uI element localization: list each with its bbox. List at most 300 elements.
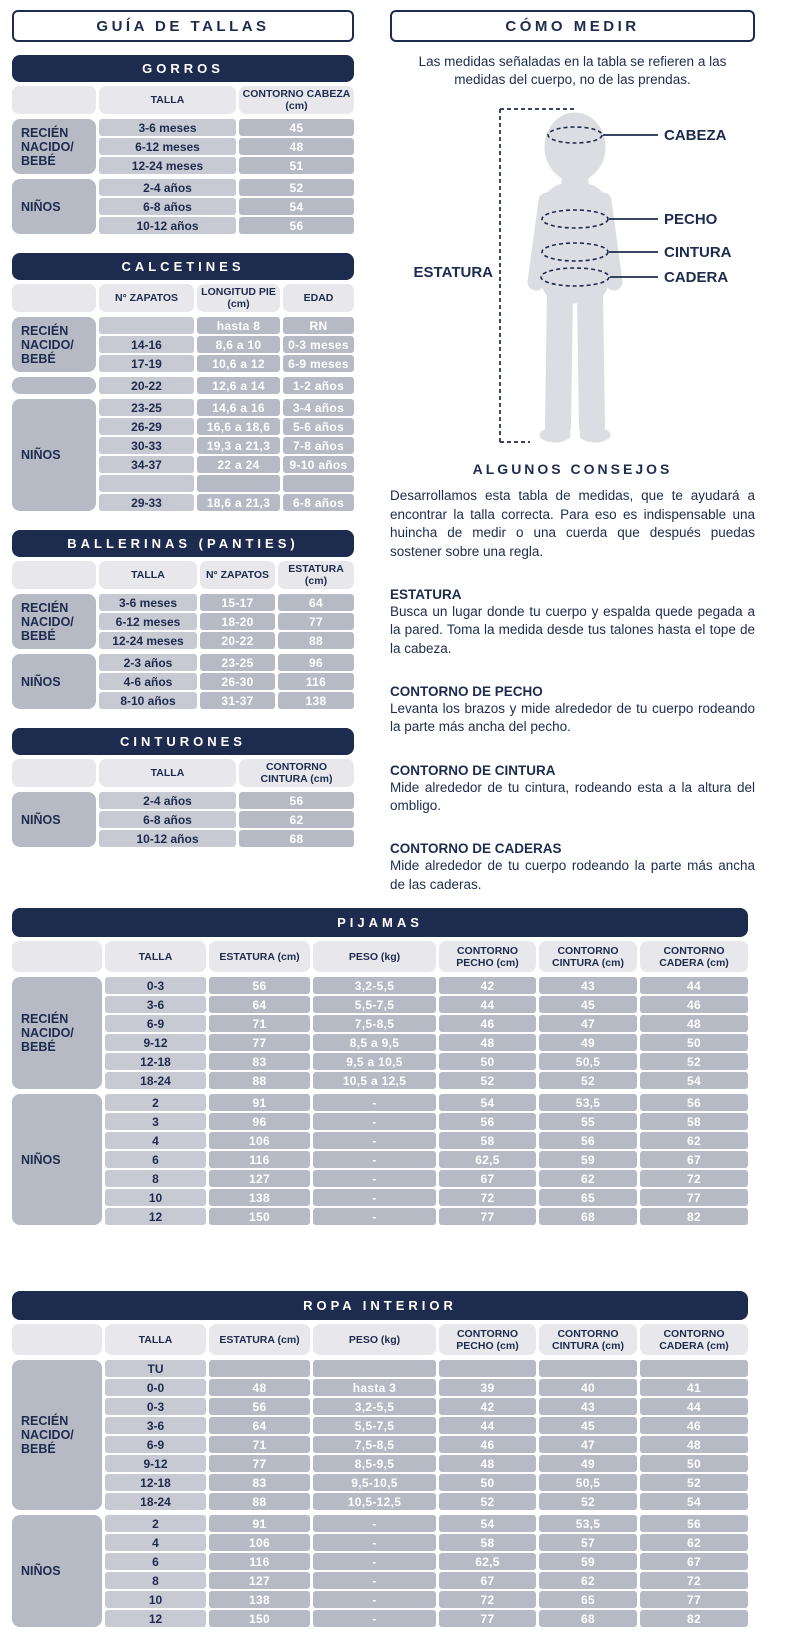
estatura-label: ESTATURA: [413, 264, 493, 282]
header-empty-cell: [12, 759, 96, 787]
table-cell: 34-37: [99, 456, 194, 473]
table-calcetines: [12, 253, 354, 511]
table-cell: 18-24: [105, 1072, 206, 1089]
table-cell: 8,5 a 9,5: [313, 1034, 436, 1051]
group-label: NIÑOS: [12, 1515, 102, 1627]
table-cell: 82: [640, 1208, 748, 1225]
table-cell: 6-8 años: [283, 494, 354, 511]
table-cell: 82: [640, 1610, 748, 1627]
table-cell: 68: [239, 830, 354, 847]
table-cell: [209, 1360, 310, 1377]
table-cell: 57: [539, 1534, 637, 1551]
table-cell: 9-12: [105, 1455, 206, 1472]
table-cell: 52: [640, 1053, 748, 1070]
tips-title: ALGUNOS CONSEJOS: [472, 461, 673, 478]
table-cell: 4: [105, 1534, 206, 1551]
table-cell: 10,5-12,5: [313, 1493, 436, 1510]
table-cell: 77: [439, 1208, 536, 1225]
table-cell: 40: [539, 1379, 637, 1396]
table-cell: 48: [640, 1436, 748, 1453]
pijamas-title-bar: PIJAMAS: [12, 908, 748, 937]
group-label: NIÑOS: [12, 179, 96, 234]
column-header: TALLA: [99, 759, 236, 787]
table-cell: 77: [278, 613, 354, 630]
group-label: [12, 377, 96, 394]
table-cell: 3,2-5,5: [313, 1398, 436, 1415]
pecho-label: PECHO: [664, 211, 718, 229]
table-cell: 47: [539, 1436, 637, 1453]
table-cell: TU: [105, 1360, 206, 1377]
child-silhouette-figure: [536, 113, 614, 442]
table-cell: 6-8 años: [99, 811, 236, 828]
table-cell: [283, 475, 354, 492]
table-cell: 18,6 a 21,3: [197, 494, 280, 511]
table-cell: 0-3 meses: [283, 336, 354, 353]
table-cell: 48: [439, 1455, 536, 1472]
column-header: ESTATURA (cm): [209, 941, 310, 972]
table-cell: 71: [209, 1436, 310, 1453]
table-cell: 150: [209, 1610, 310, 1627]
calcetines-group-2: [12, 399, 354, 511]
table-cell: 64: [278, 594, 354, 611]
ropa_interior-header-row: [12, 1324, 748, 1355]
header-empty-cell: [12, 1324, 102, 1355]
table-cell: 9,5-10,5: [313, 1474, 436, 1491]
table-cell: 3-6 meses: [99, 594, 197, 611]
table-cell: 52: [239, 179, 354, 196]
table-cell: 54: [439, 1515, 536, 1532]
table-cell: 49: [539, 1034, 637, 1051]
table-cell: 12-18: [105, 1474, 206, 1491]
table-cell: 150: [209, 1208, 310, 1225]
gorros-group-1: [12, 179, 354, 234]
table-cell: hasta 8: [197, 317, 280, 334]
table-cell: -: [313, 1553, 436, 1570]
table-cell: 29-33: [99, 494, 194, 511]
calcetines-header-row: [12, 284, 354, 312]
table-cell: 127: [209, 1170, 310, 1187]
table-cell: 2: [105, 1515, 206, 1532]
table-cell: 48: [209, 1379, 310, 1396]
table-cell: 62,5: [439, 1151, 536, 1168]
column-header: CONTORNO CINTURA (cm): [539, 941, 637, 972]
ballerinas-header-row: [12, 561, 354, 589]
group-label: NIÑOS: [12, 399, 96, 511]
table-cell: 12: [105, 1208, 206, 1225]
column-header: CONTORNO CINTURA (cm): [239, 759, 354, 787]
table-cell: 3-6: [105, 1417, 206, 1434]
table-cell: 62: [539, 1170, 637, 1187]
table-cell: 51: [239, 157, 354, 174]
table-cell: 49: [539, 1455, 637, 1472]
table-cell: 6: [105, 1151, 206, 1168]
table-cell: 68: [539, 1208, 637, 1225]
table-cell: 2-3 años: [99, 654, 197, 671]
table-cell: 3-6 meses: [99, 119, 236, 136]
table-cell: -: [313, 1572, 436, 1589]
table-cell: 50,5: [539, 1053, 637, 1070]
table-cell: 6-9: [105, 1015, 206, 1032]
table-cell: [99, 317, 194, 334]
table-cell: 56: [539, 1132, 637, 1149]
table-cell: 12,6 a 14: [197, 377, 280, 394]
ballerinas-group-0: [12, 594, 354, 649]
table-cell: 72: [439, 1591, 536, 1608]
table-cell: -: [313, 1113, 436, 1130]
table-cell: 52: [439, 1493, 536, 1510]
table-cell: 10: [105, 1189, 206, 1206]
cadera-label: CADERA: [664, 269, 729, 287]
table-cell: 5-6 años: [283, 418, 354, 435]
table-cell: RN: [283, 317, 354, 334]
calcetines-title-bar: CALCETINES: [12, 253, 354, 280]
table-cell: 6-9 meses: [283, 355, 354, 372]
table-cell: 44: [439, 1417, 536, 1434]
column-header: CONTORNO CABEZA (cm): [239, 86, 354, 114]
table-cell: 43: [539, 1398, 637, 1415]
header-empty-cell: [12, 86, 96, 114]
table-cell: 77: [640, 1189, 748, 1206]
table-cell: -: [313, 1170, 436, 1187]
table-cell: 52: [640, 1474, 748, 1491]
table-cell: 72: [640, 1572, 748, 1589]
table-cell: 8,5-9,5: [313, 1455, 436, 1472]
table-cell: 39: [439, 1379, 536, 1396]
table-cell: 52: [439, 1072, 536, 1089]
table-cell: -: [313, 1151, 436, 1168]
table-cell: 9,5 a 10,5: [313, 1053, 436, 1070]
table-cell: 56: [640, 1094, 748, 1111]
table-cell: 45: [539, 996, 637, 1013]
group-label: RECIÉN NACIDO/ BEBÉ: [12, 119, 96, 174]
gorros-group-0: [12, 119, 354, 174]
tables-column: [12, 10, 354, 894]
table-cell: 8: [105, 1572, 206, 1589]
table-cell: 96: [209, 1113, 310, 1130]
table-cell: 8,6 a 10: [197, 336, 280, 353]
table-cell: [197, 475, 280, 492]
table-cell: 26-29: [99, 418, 194, 435]
table-cell: 2: [105, 1094, 206, 1111]
table-cell: 12-24 meses: [99, 632, 197, 649]
table-cell: 17-19: [99, 355, 194, 372]
table-cell: 71: [209, 1015, 310, 1032]
table-cell: 6-12 meses: [99, 613, 197, 630]
tip-heading: ESTATURA: [390, 586, 462, 602]
table-cell: 116: [209, 1553, 310, 1570]
table-cell: 62: [239, 811, 354, 828]
table-cell: 59: [539, 1151, 637, 1168]
table-cell: 23-25: [99, 399, 194, 416]
tip-contorno-cintura: [390, 763, 755, 816]
table-cell: 83: [209, 1474, 310, 1491]
tip-heading: CONTORNO DE PECHO: [390, 683, 543, 699]
table-cell: 52: [539, 1493, 637, 1510]
table-cell: 56: [640, 1515, 748, 1532]
table-cell: 64: [209, 1417, 310, 1434]
table-cell: 138: [209, 1591, 310, 1608]
table-cell: 46: [640, 1417, 748, 1434]
ropa_interior-group-0: [12, 1360, 748, 1510]
table-cell: 9-12: [105, 1034, 206, 1051]
table-cell: 88: [278, 632, 354, 649]
tip-estatura: [390, 587, 755, 658]
table-cell: 43: [539, 977, 637, 994]
table-cell: 67: [640, 1553, 748, 1570]
table-cell: 20-22: [200, 632, 275, 649]
table-cell: 106: [209, 1132, 310, 1149]
table-cell: -: [313, 1094, 436, 1111]
table-cell: 53,5: [539, 1094, 637, 1111]
table-cell: 0-0: [105, 1379, 206, 1396]
table-cell: -: [313, 1189, 436, 1206]
table-cell: 41: [640, 1379, 748, 1396]
group-label: RECIÉN NACIDO/ BEBÉ: [12, 1360, 102, 1510]
table-cell: 16,6 a 18,6: [197, 418, 280, 435]
table-cell: 58: [439, 1132, 536, 1149]
table-cell: 65: [539, 1189, 637, 1206]
table-cell: 3-6: [105, 996, 206, 1013]
ballerinas-group-1: [12, 654, 354, 709]
table-cell: 62,5: [439, 1553, 536, 1570]
table-cell: 64: [209, 996, 310, 1013]
table-cell: 7,5-8,5: [313, 1015, 436, 1032]
table-cell: 54: [439, 1094, 536, 1111]
table-cell: 7-8 años: [283, 437, 354, 454]
table-cell: 23-25: [200, 654, 275, 671]
tip-text: Mide alrededor de tu cuerpo rodeando la parte más ancha de las caderas.: [390, 858, 755, 892]
table-cell: 22 a 24: [197, 456, 280, 473]
table-cell: 14-16: [99, 336, 194, 353]
column-header: TALLA: [99, 561, 197, 589]
column-header: N° ZAPATOS: [99, 284, 194, 312]
tip-contorno-pecho: [390, 684, 755, 737]
pijamas-header-row: [12, 941, 748, 972]
table-cell: -: [313, 1132, 436, 1149]
table-cell: 42: [439, 977, 536, 994]
column-header: EDAD: [283, 284, 354, 312]
column-header: CONTORNO CADERA (cm): [640, 1324, 748, 1355]
table-cell: 6-9: [105, 1436, 206, 1453]
table-cell: 116: [209, 1151, 310, 1168]
tip-contorno-caderas: [390, 841, 755, 894]
table-cell: 44: [640, 1398, 748, 1415]
table-cell: 138: [209, 1189, 310, 1206]
table-cell: 48: [239, 138, 354, 155]
group-label: NIÑOS: [12, 1094, 102, 1225]
table-cell: 77: [640, 1591, 748, 1608]
table-cell: 46: [640, 996, 748, 1013]
table-cell: 56: [439, 1113, 536, 1130]
guide-title-box: [12, 10, 354, 42]
column-header: ESTATURA (cm): [209, 1324, 310, 1355]
table-cell: 54: [640, 1072, 748, 1089]
table-cell: 46: [439, 1436, 536, 1453]
table-cell: 56: [239, 792, 354, 809]
table-cell: hasta 3: [313, 1379, 436, 1396]
tip-heading: CONTORNO DE CADERAS: [390, 841, 562, 857]
table-cell: 62: [640, 1132, 748, 1149]
table-cell: 67: [439, 1170, 536, 1187]
table-cell: 12: [105, 1610, 206, 1627]
table-cell: 6-8 años: [99, 198, 236, 215]
table-cell: 10-12 años: [99, 217, 236, 234]
tip-text: Busca un lugar donde tu cuerpo y espalda quede pegada a la pared. Toma la medida desde tus talones hasta el tope de la cabeza.: [390, 603, 755, 656]
measure-intro: Las medidas señaladas en la tabla se refieren a las medidas del cuerpo, no de las prendas.: [418, 54, 727, 88]
cabeza-label: CABEZA: [664, 127, 727, 145]
table-cell: 106: [209, 1534, 310, 1551]
table-cell: 42: [439, 1398, 536, 1415]
table-cell: 10,6 a 12: [197, 355, 280, 372]
header-empty-cell: [12, 561, 96, 589]
table-cell: [640, 1360, 748, 1377]
table-cell: 56: [209, 977, 310, 994]
table-cell: 15-17: [200, 594, 275, 611]
table-cell: -: [313, 1208, 436, 1225]
table-cell: 50: [439, 1053, 536, 1070]
table-cell: 3-4 años: [283, 399, 354, 416]
table-cell: 77: [209, 1034, 310, 1051]
table-ropa-interior: [12, 1291, 748, 1627]
table-cell: 45: [539, 1417, 637, 1434]
cinturones-header-row: [12, 759, 354, 787]
table-cell: [539, 1360, 637, 1377]
guide-title: GUÍA DE TALLAS: [96, 17, 270, 35]
table-cell: 12-18: [105, 1053, 206, 1070]
table-cell: 5,5-7,5: [313, 1417, 436, 1434]
table-cell: 46: [439, 1015, 536, 1032]
table-cell: 20-22: [99, 377, 194, 394]
column-header: TALLA: [99, 86, 236, 114]
top-row: [12, 10, 800, 894]
table-cell: 48: [439, 1034, 536, 1051]
column-header: PESO (kg): [313, 1324, 436, 1355]
table-cell: 7,5-8,5: [313, 1436, 436, 1453]
column-header: LONGITUD PIE (cm): [197, 284, 280, 312]
table-cell: 65: [539, 1591, 637, 1608]
table-cell: 68: [539, 1610, 637, 1627]
measure-title-box: [390, 10, 755, 42]
table-gorros: [12, 55, 354, 234]
table-cell: 6-12 meses: [99, 138, 236, 155]
group-label: NIÑOS: [12, 654, 96, 709]
table-cell: 30-33: [99, 437, 194, 454]
table-cell: -: [313, 1515, 436, 1532]
table-cell: 53,5: [539, 1515, 637, 1532]
cintura-label: CINTURA: [664, 244, 732, 262]
table-cell: 2-4 años: [99, 179, 236, 196]
table-cell: 1-2 años: [283, 377, 354, 394]
table-cell: 0-3: [105, 1398, 206, 1415]
table-cell: 2-4 años: [99, 792, 236, 809]
table-cinturones: [12, 728, 354, 847]
table-cell: [313, 1360, 436, 1377]
table-cell: 55: [539, 1113, 637, 1130]
table-cell: 56: [239, 217, 354, 234]
group-label: RECIÉN NACIDO/ BEBÉ: [12, 977, 102, 1089]
table-cell: 9-10 años: [283, 456, 354, 473]
table-cell: 3,2-5,5: [313, 977, 436, 994]
table-cell: 72: [439, 1189, 536, 1206]
table-cell: 50: [640, 1455, 748, 1472]
table-cell: 19,3 a 21,3: [197, 437, 280, 454]
tip-text: Levanta los brazos y mide alrededor de tu cuerpo rodeando la parte más ancha del pecho.: [390, 700, 755, 735]
table-cell: -: [313, 1534, 436, 1551]
table-cell: 54: [640, 1493, 748, 1510]
column-header: N° ZAPATOS: [200, 561, 275, 589]
table-cell: 58: [439, 1534, 536, 1551]
measure-title: CÓMO MEDIR: [505, 17, 640, 35]
table-ballerinas: [12, 530, 354, 709]
table-cell: 77: [439, 1610, 536, 1627]
table-cell: 31-37: [200, 692, 275, 709]
table-cell: 4: [105, 1132, 206, 1149]
table-cell: 4-6 años: [99, 673, 197, 690]
tip-text: Mide alrededor de tu cintura, rodeando esta a la altura del ombligo.: [390, 779, 755, 814]
table-cell: 138: [278, 692, 354, 709]
table-cell: 62: [539, 1572, 637, 1589]
group-label: NIÑOS: [12, 792, 96, 847]
column-header: CONTORNO CINTURA (cm): [539, 1324, 637, 1355]
table-cell: 116: [278, 673, 354, 690]
table-cell: 44: [640, 977, 748, 994]
tips-intro: Desarrollamos esta tabla de medidas, que te ayudará a encontrar la talla correcta. Para eso es indispensable una huincha de medir o una cuerda que después puedas sostener sobre una regla.: [390, 488, 755, 559]
table-cell: [439, 1360, 536, 1377]
pijamas-group-0: [12, 977, 748, 1089]
table-cell: 59: [539, 1553, 637, 1570]
table-cell: 48: [640, 1015, 748, 1032]
table-cell: 67: [640, 1151, 748, 1168]
header-empty-cell: [12, 284, 96, 312]
table-cell: 88: [209, 1493, 310, 1510]
table-cell: 54: [239, 198, 354, 215]
table-cell: 8: [105, 1170, 206, 1187]
ropa_interior-title-bar: ROPA INTERIOR: [12, 1291, 748, 1320]
table-cell: 18-20: [200, 613, 275, 630]
column-header: CONTORNO CADERA (cm): [640, 941, 748, 972]
header-empty-cell: [12, 941, 102, 972]
table-cell: 14,6 a 16: [197, 399, 280, 416]
gorros-header-row: [12, 86, 354, 114]
table-cell: 72: [640, 1170, 748, 1187]
table-cell: 6: [105, 1553, 206, 1570]
calcetines-group-0: [12, 317, 354, 372]
table-cell: 10-12 años: [99, 830, 236, 847]
table-cell: 8-10 años: [99, 692, 197, 709]
table-cell: 83: [209, 1053, 310, 1070]
table-cell: 10,5 a 12,5: [313, 1072, 436, 1089]
cinturones-title-bar: CINTURONES: [12, 728, 354, 755]
column-header: TALLA: [105, 941, 206, 972]
table-cell: 47: [539, 1015, 637, 1032]
table-cell: 96: [278, 654, 354, 671]
table-cell: 12-24 meses: [99, 157, 236, 174]
table-cell: 52: [539, 1072, 637, 1089]
cinturones-group-0: [12, 792, 354, 847]
table-cell: 44: [439, 996, 536, 1013]
column-header: PESO (kg): [313, 941, 436, 972]
table-cell: 0-3: [105, 977, 206, 994]
table-cell: -: [313, 1591, 436, 1608]
ropa_interior-group-1: [12, 1515, 748, 1627]
body-measure-diagram: [390, 97, 755, 455]
calcetines-group-1: [12, 377, 354, 394]
table-cell: 58: [640, 1113, 748, 1130]
table-cell: 10: [105, 1591, 206, 1608]
table-cell: 50,5: [539, 1474, 637, 1491]
table-cell: 3: [105, 1113, 206, 1130]
pijamas-group-1: [12, 1094, 748, 1225]
